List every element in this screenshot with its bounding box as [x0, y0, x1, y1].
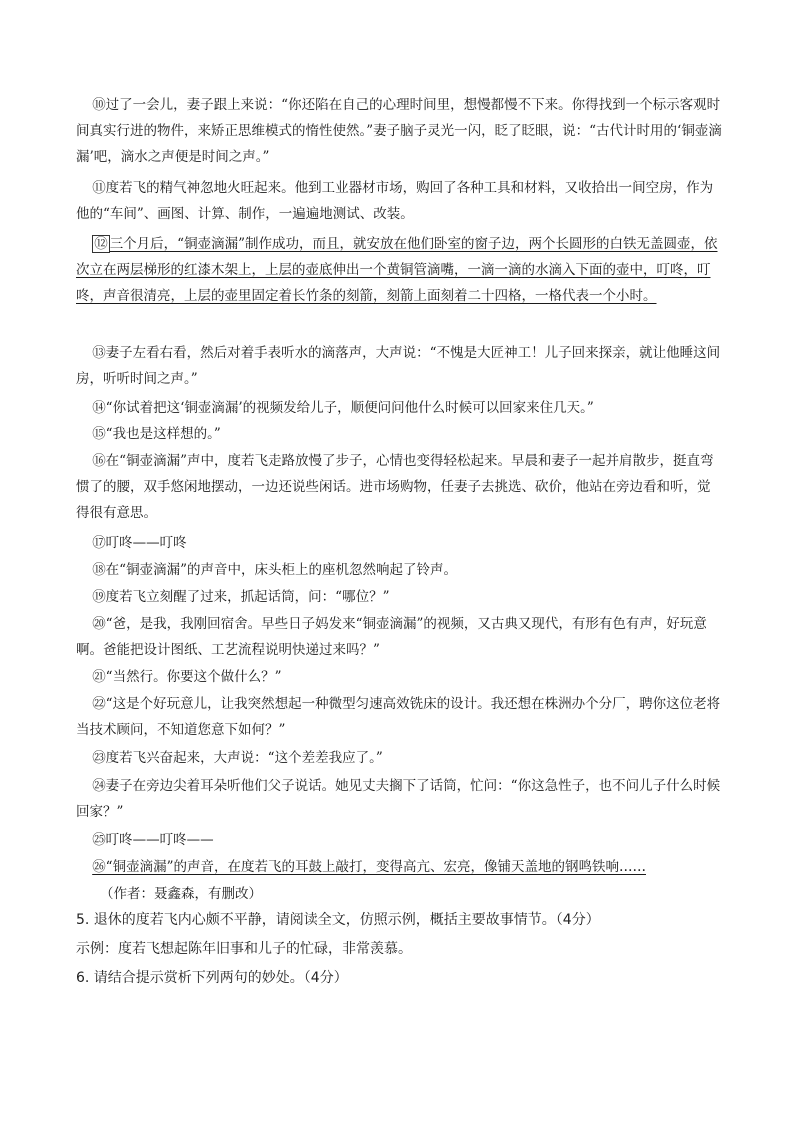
paragraph-23: ㉓度若飞兴奋起来，大声说：“这个差差我应了。”	[92, 750, 383, 766]
paragraph-21: ㉑“当然行。你要这个做什么？”	[92, 669, 282, 685]
paragraph-12-underlined-text: 三个月后，“铜壶滴漏”制作成功，而且，就安放在他们卧室的窗子边，两个长圆形的白铁无盖圆壶，依次立在两层梯形的红漆木架上，上层的壶底伸出一个黄铜管滴嘴，一滴一滴的水滴入下面的壶中，叮咚，叮咚，声音很清亮，上层的壶里固定着长竹条的刻箭，刻箭上面刻着二十四格，一格代表一个小时。	[76, 236, 718, 305]
paragraph-20: ⑳“爸，是我，我刚回宿舍。早些日子妈发来“铜壶滴漏”的视频，又古典又现代，有形有色有声，好玩意啊。爸能把设计图纸、工艺流程说明快递过来吗？”	[76, 616, 707, 659]
paragraph-24: ㉔妻子在旁边尖着耳朵听他们父子说话。她见丈夫搁下了话筒，忙问：“你这急性子，也不问儿子什么时候回家？”	[76, 778, 721, 821]
paragraph-12	[76, 231, 722, 310]
paragraph-16: ⑯在“铜壶滴漏”声中，度若飞走路放慢了步子，心情也变得轻松起来。早晨和妻子一起并肩散步，挺直弯惯了的腰，双手悠闲地摆动，一边还说些闲话。进市场购物，任妻子去挑选、砍价，他站在旁边看和听，觉得很有意思。	[76, 453, 714, 522]
question-6: 6. 请结合提示赏析下列两句的妙处。（4分）	[76, 970, 348, 986]
paragraph-18: ⑱在“铜壶滴漏”的声音中，床头柜上的座机忽然响起了铃声。	[92, 562, 457, 578]
paragraph-26-underlined-text: ㉖“铜壶滴漏”的声音，在度若飞的耳鼓上敲打，变得高亢、宏亮，像铺天盖地的钢鸣铁响……	[92, 859, 646, 875]
question-5: 5. 退休的度若飞内心颇不平静，请阅读全文，仿照示例，概括主要故事情节。（4分）	[76, 912, 600, 928]
author-credit: （作者：聂鑫森，有删改）	[100, 886, 262, 902]
question-5-example: 示例：度若飞想起陈年旧事和儿子的忙碌，非常羡慕。	[76, 941, 412, 957]
paragraph-13: ⑬妻子左看右看，然后对着手表听水的滴落声，大声说：“不愧是大匠神工！儿子回来探亲，就让他睡这间房，听听时间之声。”	[76, 345, 721, 388]
paragraph-12-number: ⑫	[94, 236, 108, 252]
paragraph-17: ⑰叮咚——叮咚	[92, 535, 187, 551]
paragraph-15: ⑮“我也是这样想的。”	[92, 426, 221, 442]
paragraph-10: ⑩过了一会儿，妻子跟上来说：“你还陷在自己的心理时间里，想慢都慢不下来。你得找到一个标示客观时间真实行进的物件，来矫正思维模式的惰性使然。”妻子脑子灵光一闪，眨了眨眼，说：“古代计时用的‘铜壶滴漏’吧，滴水之声便是时间之声。”	[76, 97, 722, 166]
paragraph-11: ⑪度若飞的精气神忽地火旺起来。他到工业器材市场，购回了各种工具和材料，又收拾出一间空房，作为他的“车间”、画图、计算、制作，一遍遍地测试、改装。	[76, 180, 714, 223]
paragraph-22: ㉒“这是个好玩意儿，让我突然想起一种微型匀速高效铣床的设计。我还想在株洲办个分厂，聘你这位老将当技术顾问，不知道您意下如何？”	[76, 696, 721, 739]
paragraph-14: ⑭“你试着把这‘铜壶滴漏’的视频发给儿子，顺便问问他什么时候可以回家来住几天。”	[92, 400, 594, 416]
paragraph-26	[76, 854, 722, 880]
paragraph-25: ㉕叮咚——叮咚——	[92, 832, 214, 848]
paragraph-19: ⑲度若飞立刻醒了过来，抓起话筒，问：“哪位？”	[92, 589, 390, 605]
